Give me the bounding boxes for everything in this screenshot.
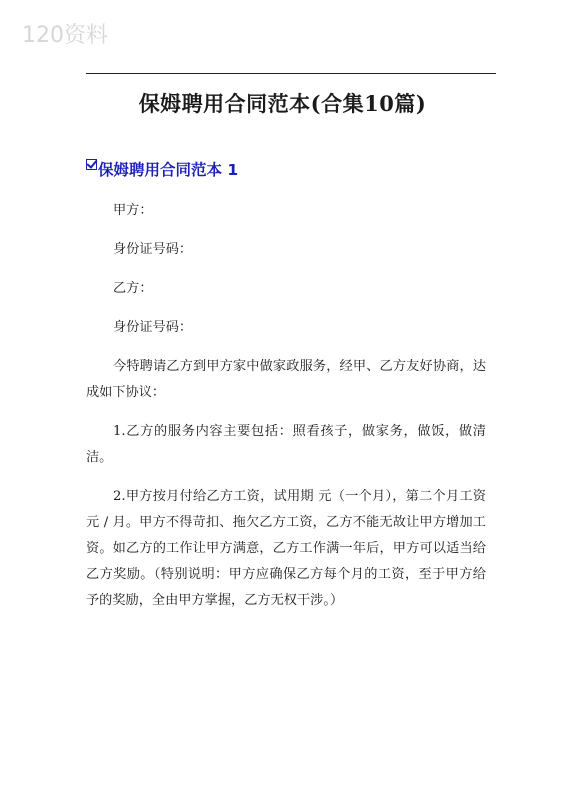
document-body bbox=[86, 198, 486, 627]
header-rule bbox=[86, 73, 496, 74]
paragraph-clause-1: 1.乙方的服务内容主要包括：照看孩子，做家务，做饭，做清洁。 bbox=[86, 424, 486, 465]
paragraph-party-b: 乙方： bbox=[113, 281, 153, 296]
document-title: 保姆聘用合同范本(合集10篇) bbox=[138, 91, 427, 116]
paragraph-party-a: 甲方： bbox=[113, 203, 153, 218]
paragraph-clause-2: 2.甲方按月付给乙方工资，试用期 元（一个月），第二个月工资 元 / 月。甲方不得苛扣、拖欠乙方工资，乙方不能无故让甲方增加工资。如乙方的工作让甲方满意，乙方工作满一年后，甲方可以适当给乙方奖励。（特别说明：甲方应确保乙方每个月的工资，至于甲方给予的奖励，全由甲方掌握，乙方无权干涉。） bbox=[86, 489, 486, 608]
checkbox-check-icon bbox=[86, 159, 97, 170]
watermark-logo: 120资料 bbox=[22, 23, 108, 48]
section-heading bbox=[86, 158, 238, 180]
paragraph-party-a-id: 身份证号码： bbox=[113, 242, 193, 257]
paragraph-intro: 今特聘请乙方到甲方家中做家政服务，经甲、乙方友好协商，达成如下协议： bbox=[86, 359, 486, 400]
section-heading-text: 保姆聘用合同范本 1 bbox=[98, 161, 239, 179]
paragraph-party-b-id: 身份证号码： bbox=[113, 320, 193, 335]
